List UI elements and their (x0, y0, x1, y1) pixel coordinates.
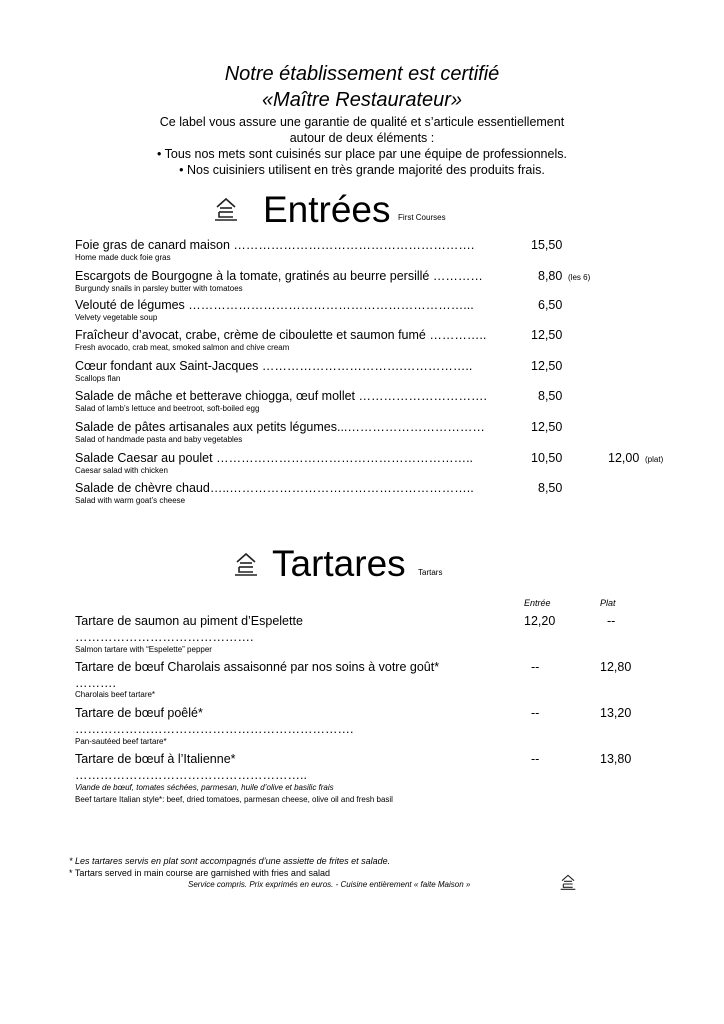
dish-name: Tartare de bœuf à l’Italienne* (75, 752, 236, 766)
fait-maison-house-icon (558, 873, 578, 891)
dish-price: 8,50 (538, 481, 563, 495)
dish-leader-dots: ……………………………………. (75, 630, 254, 644)
dish-price: 8,50 (538, 389, 563, 403)
section-subtitle-entrees: First Courses (398, 213, 446, 222)
dish-price-plat: -- (607, 614, 616, 628)
dish-price-entree: -- (531, 706, 540, 720)
section-title-tartares: Tartares (272, 543, 406, 584)
dish-price: 15,50 (531, 238, 563, 252)
price-note: (les 6) (568, 273, 591, 282)
dish-leader-dots: …………………………………………………………. (75, 722, 354, 736)
fait-maison-house-icon (231, 551, 261, 577)
dish-name: Fraîcheur d’avocat, crabe, crème de ciboulette et saumon fumé ………….. (75, 328, 487, 342)
dish-price-plat: 13,80 (600, 752, 632, 766)
dish-price: 12,50 (531, 420, 563, 434)
footnote-fr: * Les tartares servis en plat sont accompagnés d’une assiette de frites et salade. (69, 856, 391, 866)
section-subtitle-tartares: Tartars (418, 568, 443, 577)
intro-text: Ce label vous assure une garantie de qualité et s’articule essentiellement (159, 115, 565, 129)
certification-title: Notre établissement est certifié (224, 63, 500, 85)
dish-leader-dots: ……………………………………………….. (75, 768, 307, 782)
fait-maison-house-icon (211, 196, 241, 222)
dish-price-entree: -- (531, 752, 540, 766)
dish-name: Escargots de Bourgogne à la tomate, gratinés au beurre persillé ………… (75, 269, 483, 283)
dish-translation: Velvety vegetable soup (75, 313, 158, 322)
dish-translation: Scallops flan (75, 374, 121, 383)
dish-translation: Caesar salad with chicken (75, 466, 168, 475)
dish-translation: Pan-sautéed beef tartare* (75, 737, 167, 746)
dish-price-main: 12,00 (608, 451, 640, 465)
dish-price: 10,50 (531, 451, 563, 465)
service-note: Service compris. Prix exprimés en euros. - Cuisine entièrement « faite Maison » (188, 880, 471, 889)
section-title-entrees: Entrées (263, 189, 391, 230)
dish-translation: Salad of handmade pasta and baby vegetables (75, 435, 243, 444)
dish-name: Salade de pâtes artisanales aux petits légumes...…………………………… (75, 420, 485, 434)
price-note: (plat) (645, 455, 664, 464)
dish-price: 12,50 (531, 359, 563, 373)
dish-price: 6,50 (538, 298, 563, 312)
dish-description-fr: Viande de bœuf, tomates séchées, parmesan, huile d’olive et basilic frais (75, 783, 334, 792)
dish-price-plat: 12,80 (600, 660, 632, 674)
dish-translation: Salad of lamb’s lettuce and beetroot, soft-boiled egg (75, 404, 260, 413)
bullet-point: • Tous nos mets sont cuisinés sur place par une équipe de professionnels. (157, 147, 567, 161)
dish-translation: Fresh avocado, crab meat, smoked salmon and chive cream (75, 343, 290, 352)
dish-translation: Beef tartare Italian style*: beef, dried tomatoes, parmesan cheese, olive oil and fresh basil (75, 795, 393, 804)
intro-text-continued: autour de deux éléments : (289, 131, 435, 145)
dish-translation: Home made duck foie gras (75, 253, 171, 262)
certification-label: «Maître Restaurateur» (261, 89, 463, 111)
dish-translation: Salad with warm goat’s cheese (75, 496, 186, 505)
dish-price: 8,80 (538, 269, 563, 283)
dish-price: 12,50 (531, 328, 563, 342)
dish-translation: Burgundy snails in parsley butter with tomatoes (75, 284, 243, 293)
dish-translation: Charolais beef tartare* (75, 690, 156, 699)
dish-translation: Salmon tartare with “Espelette” pepper (75, 645, 212, 654)
dish-name: Tartare de bœuf Charolais assaisonné par nos soins à votre goût* (75, 660, 440, 674)
dish-price-entree: 12,20 (524, 614, 556, 628)
dish-name: Tartare de bœuf poêlé* (75, 706, 203, 720)
dish-name: Velouté de légumes …………………………………………………………... (75, 298, 474, 312)
dish-name: Salade Caesar au poulet …………………………………………………….. (75, 451, 474, 465)
bullet-point: • Nos cuisiniers utilisent en très grande majorité des produits frais. (179, 163, 545, 177)
footnote-en: * Tartars served in main course are garnished with fries and salad (69, 868, 330, 878)
dish-name: Cœur fondant aux Saint-Jacques …………………………….…………….. (75, 359, 473, 373)
column-header-entree: Entrée (524, 598, 551, 608)
dish-price-entree: -- (531, 660, 540, 674)
dish-name: Salade de mâche et betterave chiogga, œuf mollet …………………………. (75, 389, 487, 403)
dish-name: Tartare de saumon au piment d’Espelette (75, 614, 303, 628)
column-header-plat: Plat (600, 598, 616, 608)
dish-price-plat: 13,20 (600, 706, 632, 720)
dish-name: Foie gras de canard maison …………………………………………………. (75, 238, 475, 252)
dish-leader-dots: ………. (75, 676, 116, 690)
dish-name: Salade de chèvre chaud…..………………………………………………….. (75, 481, 474, 495)
